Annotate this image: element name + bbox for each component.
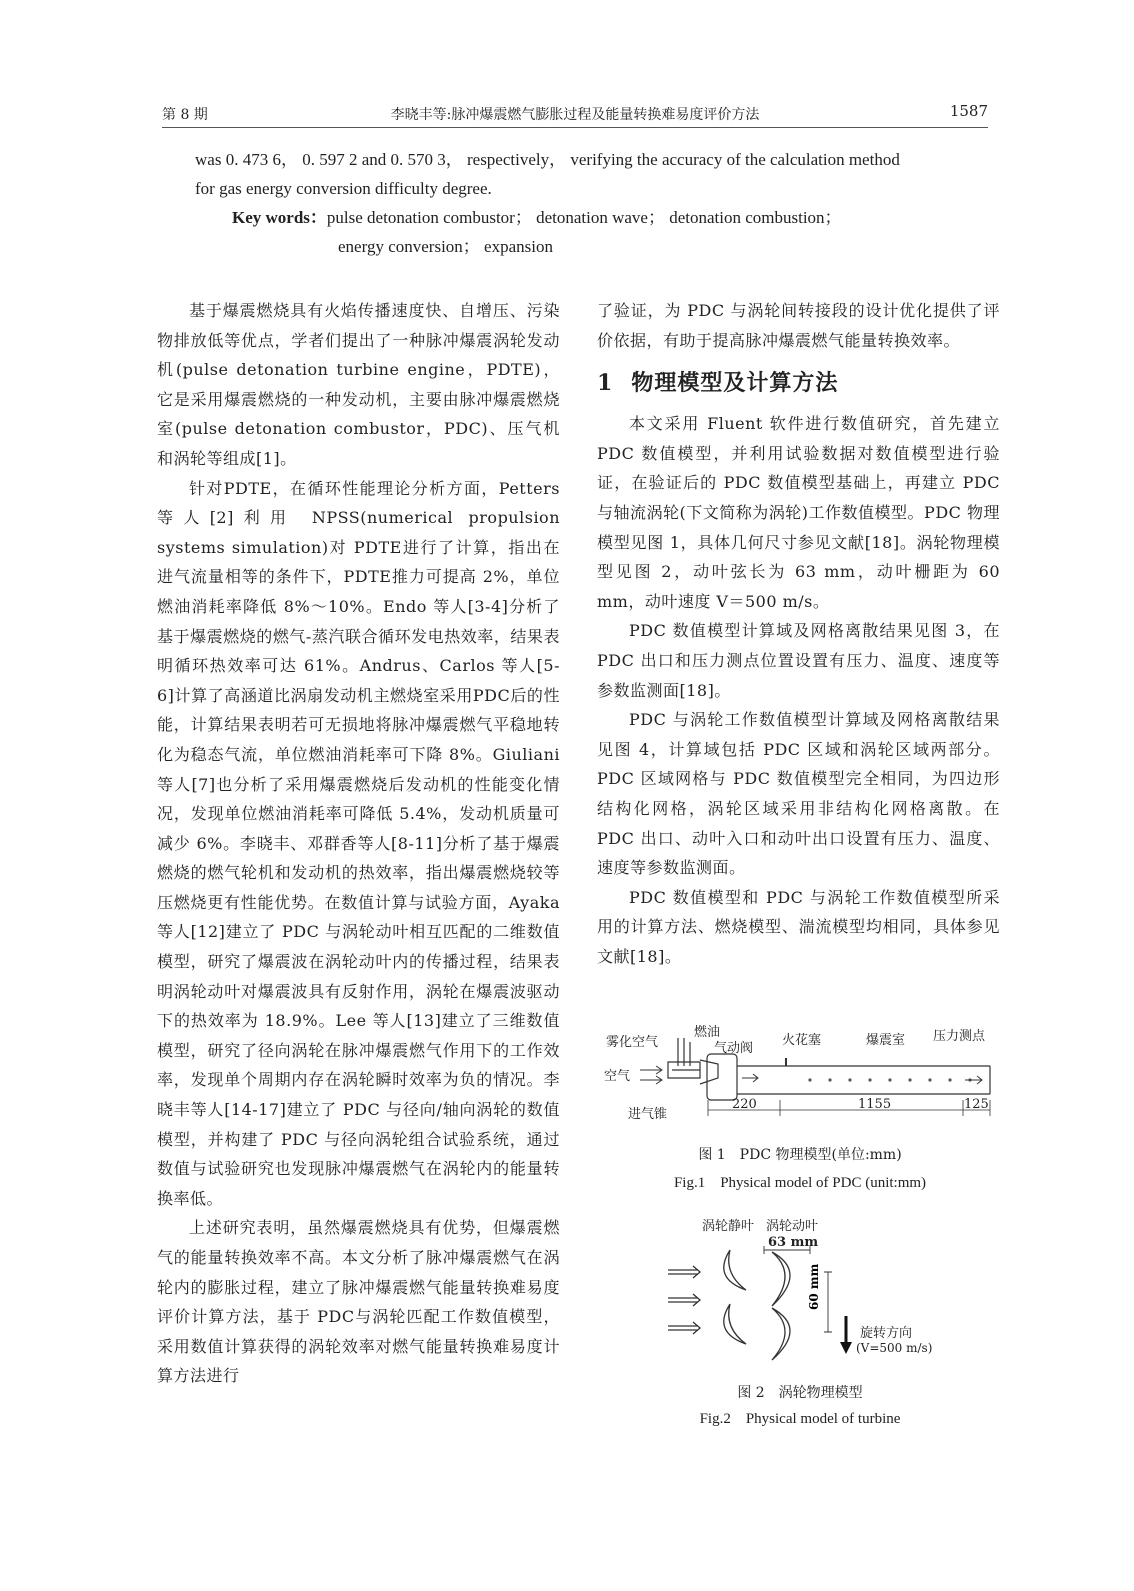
dimension-lines (764, 1246, 832, 1332)
left-paragraph-2: 针对PDTE，在循环性能理论分析方面，Petters 等人[2]利用 NPSS(numerical propulsion systems simulation)对 PDTE进行了计算，指出在进气流量相等的条件下，PDTE推力可提高 2%，单位燃油消耗率降低 8%～10%。Endo 等人[3-4]分析了基于爆震燃烧的燃气-蒸汽联合循环发电热效率，结果表明循环热效率可达 61%。Andrus、Carlos 等人[5-6]计算了高涵道比涡扇发动机主燃烧室采用PDC后的性能，计算结果表明若可无损地将脉冲爆震燃气平稳地转化为稳态气流，单位燃油消耗率可下降 8%。Giuliani 等人[7]也分析了采用爆震燃烧后发动机的性能变化情况，发现单位燃油消耗率可降低 5.4%，发动机质量可减少 6%。李晓丰、邓群香等人[8-11]分析了基于爆震燃烧的燃气轮机和发动机的热效率，指出爆震燃烧较等压燃烧更有性能优势。在数值计算与试验方面，Ayaka 等人[12]建立了 PDC 与涡轮动叶相互匹配的二维数值模型，研究了爆震波在涡轮动叶内的传播过程，结果表明涡轮动叶对爆震波具有反射作用，涡轮在爆震波驱动下的热效率为 18.9%。Lee 等人[13]建立了三维数值模型，研究了径向涡轮在脉冲爆震燃气作用下的工作效率，发现单个周期内存在涡轮瞬时效率为负的情况。李晓丰等人[14-17]建立了 PDC 与径向/轴向涡轮的数值模型，并构建了 PDC 与径向涡轮组合试验系统，通过数值与试验研究也发现脉冲爆震燃气在涡轮内的能量转换率低。 (157, 478, 560, 1208)
label-spark-plug: 火花塞 (782, 1033, 822, 1048)
left-paragraph-1: 基于爆震燃烧具有火焰传播速度快、自增压、污染物排放低等优点，学者们提出了一种脉冲爆震涡轮发动机(pulse detonation turbine engine，PDTE)，它是采用爆震燃烧的一种发动机，主要由脉冲爆震燃烧室(pulse detonation combustor，PDC)、压气机和涡轮等组成[1]。 (157, 301, 560, 468)
keywords-label: Key words： (232, 208, 327, 227)
section-heading (597, 363, 1000, 403)
header-rule (162, 127, 988, 128)
figure-1-pdc-model (600, 1018, 1000, 1130)
abstract-line-1: was 0. 473 6， 0. 597 2 and 0. 570 3， respectively， verifying the accuracy of the calculation method (195, 150, 900, 169)
pressure-probes (808, 1078, 971, 1081)
label-detonation-chamber: 爆震室 (866, 1033, 906, 1048)
right-paragraph-1: 本文采用 Fluent 软件进行数值研究，首先建立 PDC 数值模型，并利用试验数据对数值模型进行验证，在验证后的 PDC 数值模型基础上，再建立 PDC 与轴流涡轮(下文简称为涡轮)工作数值模型。PDC 物理模型见图 1，具体几何尺寸参见文献[18]。涡轮物理模型见图 2，动叶弦长为 63 mm，动叶栅距为 60 mm，动叶速度 V＝500 m/s。 (597, 414, 1000, 611)
page-number: 1587 (949, 102, 988, 120)
issue-number: 第 8 期 (162, 107, 208, 123)
label-stator: 涡轮静叶 (702, 1219, 755, 1234)
label-pressure-point: 压力测点 (933, 1029, 986, 1044)
label-inlet-cone: 进气锥 (628, 1107, 668, 1122)
air-valve-box (707, 1054, 737, 1100)
rotation-arrow (840, 1316, 852, 1354)
section-number: 1 (597, 370, 614, 397)
label-rotor: 涡轮动叶 (766, 1219, 819, 1234)
label-air: 空气 (604, 1069, 631, 1084)
dim-220: 220 (732, 1097, 757, 1112)
keywords-line-1 (232, 204, 992, 232)
label-atomized-air: 雾化空气 (606, 1035, 659, 1050)
keywords-text-1: pulse detonation combustor； detonation wave； detonation combustion； (326, 208, 842, 227)
stator-blades (724, 1250, 746, 1344)
figure-2-caption-cn: 图 2 涡轮物理模型 (737, 1385, 863, 1401)
figure-2-turbine-model (660, 1212, 940, 1362)
right-paragraph-0: 了验证，为 PDC 与涡轮间转接段的设计优化提供了评价依据，有助于提高脉冲爆震燃气能量转换效率。 (597, 301, 1000, 350)
dim-125: 125 (964, 1097, 989, 1112)
combustor-tube (737, 1066, 990, 1094)
label-air-valve: 气动阀 (714, 1041, 754, 1056)
label-rotation: 旋转方向 (860, 1326, 913, 1341)
right-paragraph-2: PDC 数值模型计算域及网格离散结果见图 3，在 PDC 出口和压力测点位置设置有压力、温度、速度等参数监测面[18]。 (597, 621, 1000, 700)
figure-1-caption-cn: 图 1 PDC 物理模型(单位:mm) (698, 1147, 902, 1163)
inflow-arrows (668, 1266, 700, 1334)
figure-2-caption-en: Fig.2 Physical model of turbine (699, 1411, 901, 1427)
running-header (162, 98, 988, 126)
right-column (597, 296, 1000, 971)
inlet-cone (700, 1060, 718, 1084)
label-speed: (V=500 m/s) (856, 1341, 933, 1355)
running-title: 李晓丰等:脉冲爆震燃气膨胀过程及能量转换难易度评价方法 (390, 107, 760, 123)
left-paragraph-3: 上述研究表明，虽然爆震燃烧具有优势，但爆震燃气的能量转换效率不高。本文分析了脉冲爆震燃气在涡轮内的膨胀过程，建立了脉冲爆震燃气能量转换难易度评价计算方法，基于 PDC与涡轮匹配工作数值模型，采用数值计算获得的涡轮效率对燃气能量转换难易度计算方法进行 (157, 1218, 560, 1386)
section-title: 物理模型及计算方法 (631, 370, 839, 397)
dim-1155: 1155 (858, 1097, 892, 1112)
label-fuel: 燃油 (694, 1025, 721, 1040)
label-pitch: 60 mm (807, 1263, 821, 1310)
rotor-blades (772, 1252, 790, 1360)
abstract-line-2: for gas energy conversion difficulty degree. (195, 179, 492, 198)
left-column (157, 296, 560, 1391)
right-paragraph-4: PDC 数值模型和 PDC 与涡轮工作数值模型所采用的计算方法、燃烧模型、湍流模型均相同，具体参见文献[18]。 (597, 887, 1000, 966)
label-chord: 63 mm (768, 1235, 819, 1250)
figure-1-caption-en: Fig.1 Physical model of PDC (unit:mm) (673, 1175, 927, 1191)
right-paragraph-3: PDC 与涡轮工作数值模型计算域及网格离散结果见图 4，计算域包括 PDC 区域和涡轮区域两部分。PDC 区域网格与 PDC 数值模型完全相同，为四边形结构化网格，涡轮区域采用非结构化网格离散。在 PDC 出口、动叶入口和动叶出口设置有压力、温度、速度等参数监测面。 (597, 710, 1000, 878)
keywords-line-2: energy conversion； expansion (338, 237, 553, 256)
